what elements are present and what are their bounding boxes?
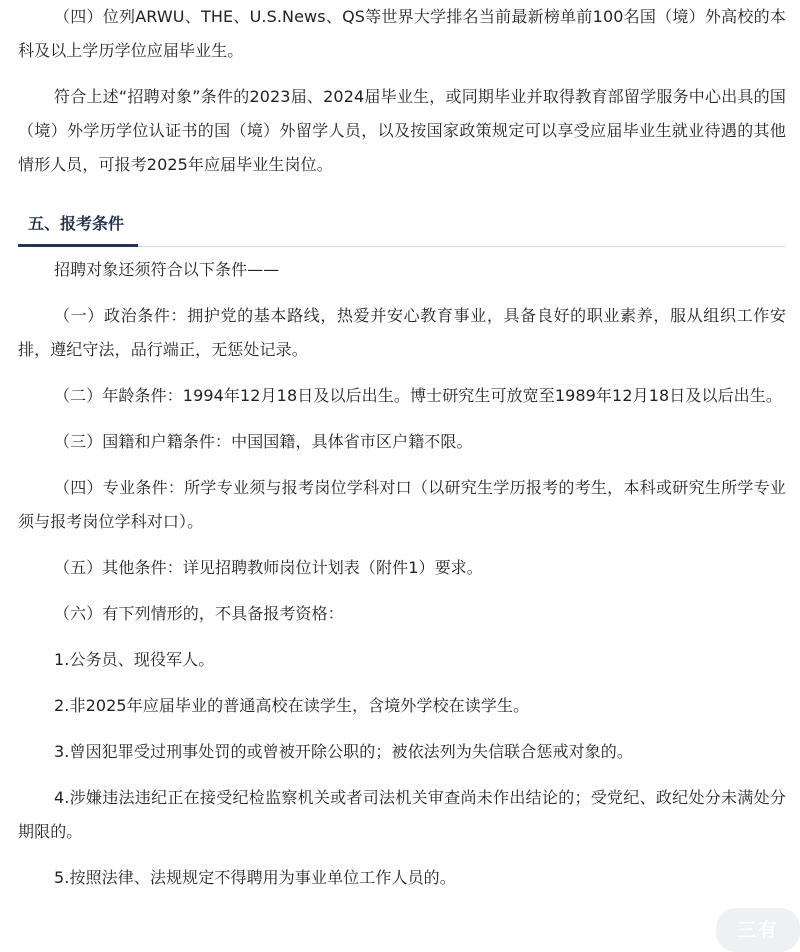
- article-body: [18, 0, 786, 895]
- condition-other: （五）其他条件：详见招聘教师岗位计划表（附件1）要求。: [54, 558, 483, 577]
- disqualification-item: 5.按照法律、法规规定不得聘用为事业单位工作人员的。: [54, 868, 456, 887]
- condition-disqualifications: （六）有下列情形的，不具备报考资格：: [54, 604, 344, 623]
- disqualification-item: 4.涉嫌违法违纪正在接受纪检监察机关或者司法机关审查尚未作出结论的；受党纪、政纪处分未满处分期限的。: [18, 788, 786, 841]
- condition-major: （四）专业条件：所学专业须与报考岗位学科对口（以研究生学历报考的考生，本科或研究生所学专业须与报考岗位学科对口）。: [18, 478, 786, 531]
- section-intro: 招聘对象还须符合以下条件——: [54, 260, 280, 279]
- paragraph-eligible-graduates: 符合上述“招聘对象”条件的2023届、2024届毕业生，或同期毕业并取得教育部留学服务中心出具的国（境）外学历学位认证书的国（境）外留学人员，以及按国家政策规定可以享受应届毕业生就业待遇的其他情形人员，可报考2025年应届毕业生岗位。: [18, 87, 786, 174]
- section-header: [18, 210, 786, 247]
- disqualification-item: 1.公务员、现役军人。: [54, 650, 215, 669]
- disqualification-item: 2.非2025年应届毕业的普通高校在读学生，含境外学校在读学生。: [54, 696, 530, 715]
- section-title: 五、报考条件: [18, 210, 138, 247]
- condition-nationality: （三）国籍和户籍条件：中国国籍，具体省市区户籍不限。: [54, 432, 473, 451]
- condition-political: （一）政治条件：拥护党的基本路线，热爱并安心教育事业，具备良好的职业素养，服从组织工作安排，遵纪守法，品行端正，无惩处记录。: [18, 306, 786, 359]
- disqualification-item: 3.曾因犯罪受过刑事处罚的或曾被开除公职的；被依法列为失信联合惩戒对象的。: [54, 742, 633, 761]
- watermark-logo: 三有: [716, 908, 800, 952]
- condition-age: （二）年龄条件：1994年12月18日及以后出生。博士研究生可放宽至1989年12月18日及以后出生。: [54, 386, 782, 405]
- paragraph-overseas-universities: （四）位列ARWU、THE、U.S.News、QS等世界大学排名当前最新榜单前100名国（境）外高校的本科及以上学历学位应届毕业生。: [18, 7, 786, 60]
